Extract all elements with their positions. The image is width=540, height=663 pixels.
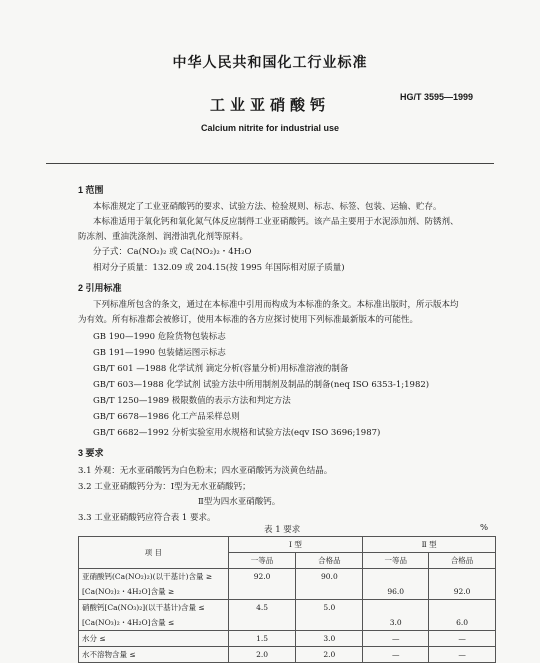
section-2-line: 下列标准所包含的条文，通过在本标准中引用而构成为本标准的条文。本标准出版时，所示版本均	[93, 300, 459, 310]
section-2-heading: 2 引用标准	[78, 283, 122, 293]
table-cell	[296, 615, 363, 631]
table-row-label: [Ca(NO₂)₂・4H₂O]含量 ≥	[79, 584, 229, 600]
table-header-grade: 一等品	[363, 553, 429, 569]
table-cell: 4.5	[228, 600, 296, 616]
requirement-item: Ⅱ型为四水亚硝酸钙。	[198, 497, 281, 507]
table-header-item: 项 目	[79, 537, 229, 569]
molecular-mass: 相对分子质量：132.09 或 204.15(按 1995 年国际相对原子质量)	[93, 263, 345, 273]
table-row	[79, 600, 496, 616]
table-row-label: [Ca(NO₃)₂・4H₂O]含量 ≤	[79, 615, 229, 631]
table-cell	[363, 600, 429, 616]
section-1-line: 本标准规定了工业亚硝酸钙的要求、试验方法、检验规则、标志、标签、包装、运输、贮存。	[93, 202, 442, 212]
table-row-label: 水分 ≤	[79, 631, 229, 647]
table-caption: 表 1 要求	[264, 525, 301, 535]
table-cell	[228, 615, 296, 631]
table-cell: 3.0	[363, 615, 429, 631]
table-header-grade: 合格品	[429, 553, 496, 569]
molecular-formula: 分子式：Ca(NO₂)₂ 或 Ca(NO₂)₂・4H₂O	[93, 247, 252, 257]
section-1-line: 防冻剂、重油洗涤剂、润滑油乳化剂等原料。	[78, 232, 249, 242]
reference-standard: GB/T 6678—1986 化工产品采样总则	[93, 412, 240, 422]
table-cell	[296, 584, 363, 600]
table-row	[79, 584, 496, 600]
table-row-label: 亚硝酸钙(Ca(NO₂)₂)(以干基计)含量 ≥	[79, 569, 229, 585]
table-cell: —	[429, 647, 496, 663]
table-cell: 5.0	[296, 600, 363, 616]
reference-standard: GB/T 603—1988 化学试剂 试验方法中所用制剂及制品的制备(neq ISO 6353-1;1982)	[93, 380, 430, 390]
reference-standard: GB/T 1250—1989 极限数值的表示方法和判定方法	[93, 396, 291, 406]
table-cell: 90.0	[296, 569, 363, 585]
requirements-table	[78, 536, 496, 663]
table-cell	[228, 584, 296, 600]
reference-standard: GB 191—1990 包装储运图示标志	[93, 348, 226, 358]
table-cell: —	[363, 631, 429, 647]
table-cell: 3.0	[296, 631, 363, 647]
table-row-label: 水不溶物含量 ≤	[79, 647, 229, 663]
section-3-heading: 3 要求	[78, 448, 104, 458]
requirement-item: 3.2 工业亚硝酸钙分为：Ⅰ型为无水亚硝酸钙；	[78, 482, 251, 492]
header-divider	[46, 163, 494, 164]
requirement-item: 3.3 工业亚硝酸钙应符合表 1 要求。	[78, 513, 216, 523]
table-row	[79, 615, 496, 631]
table-row	[79, 647, 496, 663]
table-cell: 6.0	[429, 615, 496, 631]
requirement-item: 3.1 外观：无水亚硝酸钙为白色粉末；四水亚硝酸钙为淡黄色结晶。	[78, 466, 333, 476]
section-1-heading: 1 范围	[78, 185, 104, 195]
table-cell: —	[363, 647, 429, 663]
table-cell: 92.0	[429, 584, 496, 600]
table-cell	[363, 569, 429, 585]
table-header-row	[79, 537, 496, 553]
table-cell	[429, 600, 496, 616]
table-cell	[429, 569, 496, 585]
section-1-line: 本标准适用于氧化钙和氧化氮气体反应制得工业亚硝酸钙。该产品主要用于水泥添加剂、防锈剂、	[93, 217, 459, 227]
document-title: 工业亚硝酸钙	[209, 96, 330, 114]
table-header-grade: 一等品	[228, 553, 296, 569]
table-cell: 1.5	[228, 631, 296, 647]
table-header-type2: Ⅱ 型	[363, 537, 496, 553]
table-header-grade: 合格品	[296, 553, 363, 569]
table-cell: 2.0	[296, 647, 363, 663]
table-row-label: 硝酸钙[Ca(NO₃)₂](以干基计)含量 ≤	[79, 600, 229, 616]
table-cell: 92.0	[228, 569, 296, 585]
table-row	[79, 569, 496, 585]
reference-standard: GB/T 6682—1992 分析实验室用水规格和试验方法(eqv ISO 3696;1987)	[93, 428, 381, 438]
table-cell: —	[429, 631, 496, 647]
table-cell: 96.0	[363, 584, 429, 600]
reference-standard: GB/T 601 —1988 化学试剂 滴定分析(容量分析)用标准溶液的制备	[93, 364, 349, 374]
table-unit: %	[480, 523, 489, 533]
english-title: Calcium nitrite for industrial use	[200, 123, 340, 133]
table-row	[79, 631, 496, 647]
table-header-type1: Ⅰ 型	[228, 537, 363, 553]
reference-standard: GB 190—1990 危险货物包装标志	[93, 332, 226, 342]
table-cell: 2.0	[228, 647, 296, 663]
industry-standard-title: 中华人民共和国化工行业标准	[172, 55, 368, 71]
section-2-line: 为有效。所有标准都会被修订，使用本标准的各方应探讨使用下列标准最新版本的可能性。	[78, 315, 419, 325]
standard-code: HG/T 3595—1999	[400, 92, 474, 102]
